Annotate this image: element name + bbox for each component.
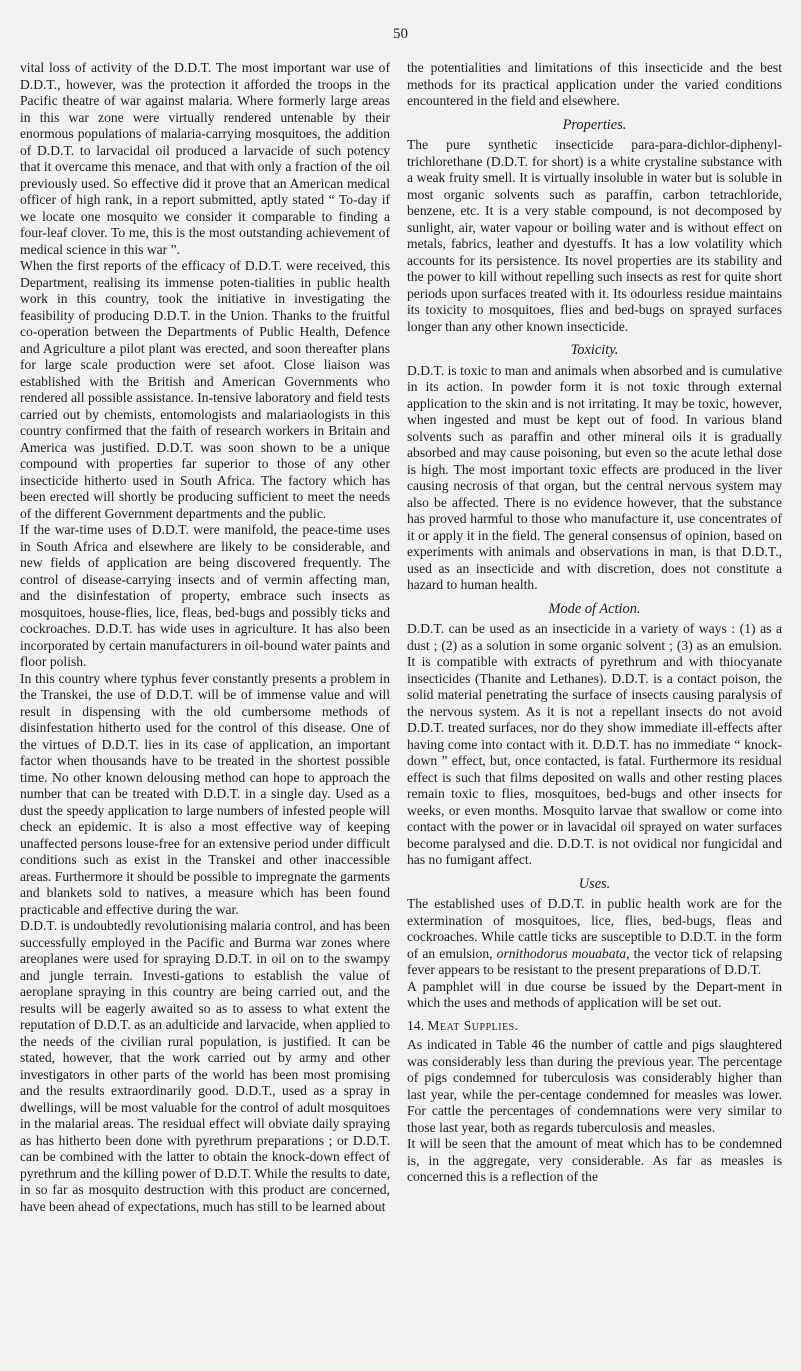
paragraph: It will be seen that the amount of meat which has to be condemned is, in the aggregate, very considerable. As far as measles is concerned this is a reflection of the: [407, 1136, 782, 1184]
paragraph-text: The established uses of D.D.T. in public health work are for the extermination of mosquitoes, lice, flies, bed-bugs, fleas and cockroaches. While cattle ticks are susceptible to D.D.T. in the form of an emulsion,: [407, 896, 782, 961]
subheading-toxicity: Toxicity.: [570, 342, 619, 358]
subheading-mode-of-action: Mode of Action.: [548, 600, 641, 617]
paragraph-text: the vector tick of relapsing fever appears to be resistant to the present preparations of D.D.T.: [407, 945, 782, 977]
paragraph: D.D.T. can be used as an insecticide in a variety of ways : (1) as a dust ; (2) as a solution in some organic solvent ; (3) as an emulsion. It is compatible with extracts of pyrethrum and with thiocyanate insecticides (Thanite and Lethanes). D.D.T. is a contact poison, the solid material penetrating the surface of insects causing paralysis of the nervous system. As it is not a repellant insects do not avoid D.D.T. treated surfaces, nor do they show immediate ill-effects after having come into contact with it. D.D.T. has no immediate “ knock-down ” effect, but, once contacted, is fatal. Furthermore its residual effect is such that films deposited on walls and other resting places remain toxic to flies, mosquitoes, bed-bugs and other insects for weeks, or even months. Mosquito larvae that swallow or come into contact with the power or in lavacidal oil sprayed on water surfaces become paralysed and die. D.D.T. is not ovidical nor fungicidal and has no fumigant affect.: [407, 621, 782, 867]
section-title: Meat Supplies.: [427, 1017, 519, 1033]
paragraph: If the war-time uses of D.D.T. were manifold, the peace-time uses in South Africa and elsewhere are likely to be considerable, and new fields of application are being discovered frequently. The control of disease-carrying insects and of vermin affecting man, and the disinfestation of property, embrace such insects as mosquitoes, house-flies, lice, fleas, bed-bugs and possibly ticks and cockroaches. D.D.T. has wide uses in agriculture. It has also been incorporated by certain manufacturers in oil-bound water paints and floor polish.: [20, 522, 390, 669]
paragraph: When the first reports of the efficacy of D.D.T. were received, this Department, realising its immense poten-tialities in public health work in this country, took the initiative in investigating the feasibility of producing D.D.T. in the Union. Thanks to the fruitful co-operation between the Departments of Public Health, Defence and Agriculture a pilot plant was erected, and soon thereafter plans for large scale production were set afoot. Close liaison was established with the British and American Governments who rendered all possible assistance. In-tensive laboratory and field tests carried out by chemists, entomologists and malariaologists in this country confirmed that the faith of research workers in Britain and America was justified. D.D.T. was soon shown to be a unique compound with properties far superior to those of any other insecticide hitherto used in South Africa. The factory which has been erected will shortly be producing sufficient to meet the needs of the different Government departments and the public.: [20, 258, 390, 521]
left-column: [20, 60, 390, 1215]
page-number: 50: [393, 26, 408, 42]
paragraph: D.D.T. is toxic to man and animals when absorbed and is cumulative in its action. In powder form it is not toxic through external application to the skin and is not irritating. It may be toxic, however, when ingested and must be kept out of food. In various bland solvents such as paraffin and other mineral oils it is gradually absorbed and may cause poisoning, but even so the acute lethal dose is high. The most important toxic effects are produced in the liver causing necrosis of that organ, but the central nervous system may also be affected. There is no evidence however, that the substance has proved harmful to those who manufacture it, use concentrates of it or apply it in the field. The general consensus of opinion, based on experiments with animals and observations in man, is that D.D.T., used as an insecticide and with discretion, does not constitute a hazard to human health.: [407, 362, 782, 592]
paragraph: D.D.T. is undoubtedly revolutionising malaria control, and has been successfully employed in the Pacific and Burma war zones where areoplanes were used for spraying D.D.T. in oil on to the swampy and jungle terrain. Investi-gations to establish the value of aeroplane spraying in this country are being carried out, and the results will be eagerly awaited so as to assess to what extent the reputation of D.D.T. as an adulticide and larvacide, when applied to the needs of the civilian rural population, is justified. It can be stated, however, that the work carried out by army and other investigators in other parts of the world has been most promising and the results extraordinarily good. D.D.T., used as a spray in dwellings, will be most valuable for the control of adult mosquitoes in the malarial areas. The residual effect will obviate daily spraying as has hitherto been done with pyrethrum preparations ; or D.D.T. can be combined with the latter to obtain the knock-down effect of pyrethrum and the killing power of D.D.T. While the results to date, in so far as mosquito destruction with this product are concerned, have been ahead of expectations, much has still to be learned about: [20, 918, 390, 1214]
paragraph: A pamphlet will in due course be issued by the Depart-ment in which the uses and methods of application will be set out.: [407, 978, 782, 1010]
subheading-properties: Properties.: [562, 116, 627, 133]
section-heading: [407, 1018, 782, 1035]
subheading-uses: Uses.: [578, 875, 611, 892]
paragraph: As indicated in Table 46 the number of cattle and pigs slaughtered was considerably less than during the previous year. The percentage of pigs condemned for tuberculosis was considerably higher than last year, while the per-centage condemned for measles was lower. For cattle the percentages of condemnations were very similar to those last year, both as regards tuberculosis and measles.: [407, 1037, 782, 1135]
paragraph: In this country where typhus fever constantly presents a problem in the Transkei, the use of D.D.T. will be of immense value and will result in dispensing with the old cumbersome methods of disinfestation hitherto used for the control of this disease. One of the virtues of D.D.T. lies in its case of application, an important factor when thousands have to be treated in the shortest possible time. No other known delousing method can hope to approach the number that can be treated with D.D.T. in a single day. Used as a dust the speedy application to large numbers of infested people will check an epidemic. It is also a most effective way of keeping unaffected persons louse-free for an extensive period under difficult conditions such as exist in the Transkei and other inaccessible areas. Furthermore it should be possible to impregnate the garments and blankets sold to natives, a measure which has been found practicable and effective during the war.: [20, 670, 390, 917]
paragraph: vital loss of activity of the D.D.T. The most important war use of D.D.T., however, was the protection it afforded the troops in the Pacific theatre of war against malaria. Where formerly large areas in this war zone were virtually rendered untenable by their enormous populations of malaria-carrying mosquitoes, the addition of D.D.T. to larvacidal oil produced a larvacide of such potency that it overcame this menace, and that with only a fraction of the oil previously used. So effective did it prove that an American medical officer of high rank, in a report submitted, aptly stated “ To-day if we locate one mosquito we consider it comparable to finding a four-leaf clover. To me, this is the most outstanding achievement of medical science in this war ”.: [20, 60, 390, 257]
right-column: [407, 60, 782, 1186]
paragraph: [407, 896, 782, 979]
paragraph: the potentialities and limitations of this insecticide and the best methods for its practical application under the varied conditions encountered in the field and elsewhere.: [407, 60, 782, 108]
paragraph: The pure synthetic insecticide para-para-dichlor-diphenyl-trichlorethane (D.D.T. for short) is a white crystaline substance with a weak fruity smell. It is virtually insoluble in water but is soluble in most organic solvents such as paraffin, carbon tetrachloride, benzene, etc. It is a very stable compound, is not decomposed by sunlight, air, water vapour or boiling water and is without effect on metals, fabrics, leather and dyestuffs. It has a low volatility which accounts for its persistence. Its novel properties are its stability and the power to kill without repelling such insects as rest for quite short periods upon surfaces treated with it. Its odourless residue maintains its toxicity to mosquitoes, flies and bed-bugs on sprayed surfaces longer than any other known insecticide.: [407, 137, 782, 334]
species-name: ornithodorus mouabata,: [496, 945, 630, 961]
section-number: 14.: [407, 1017, 424, 1033]
